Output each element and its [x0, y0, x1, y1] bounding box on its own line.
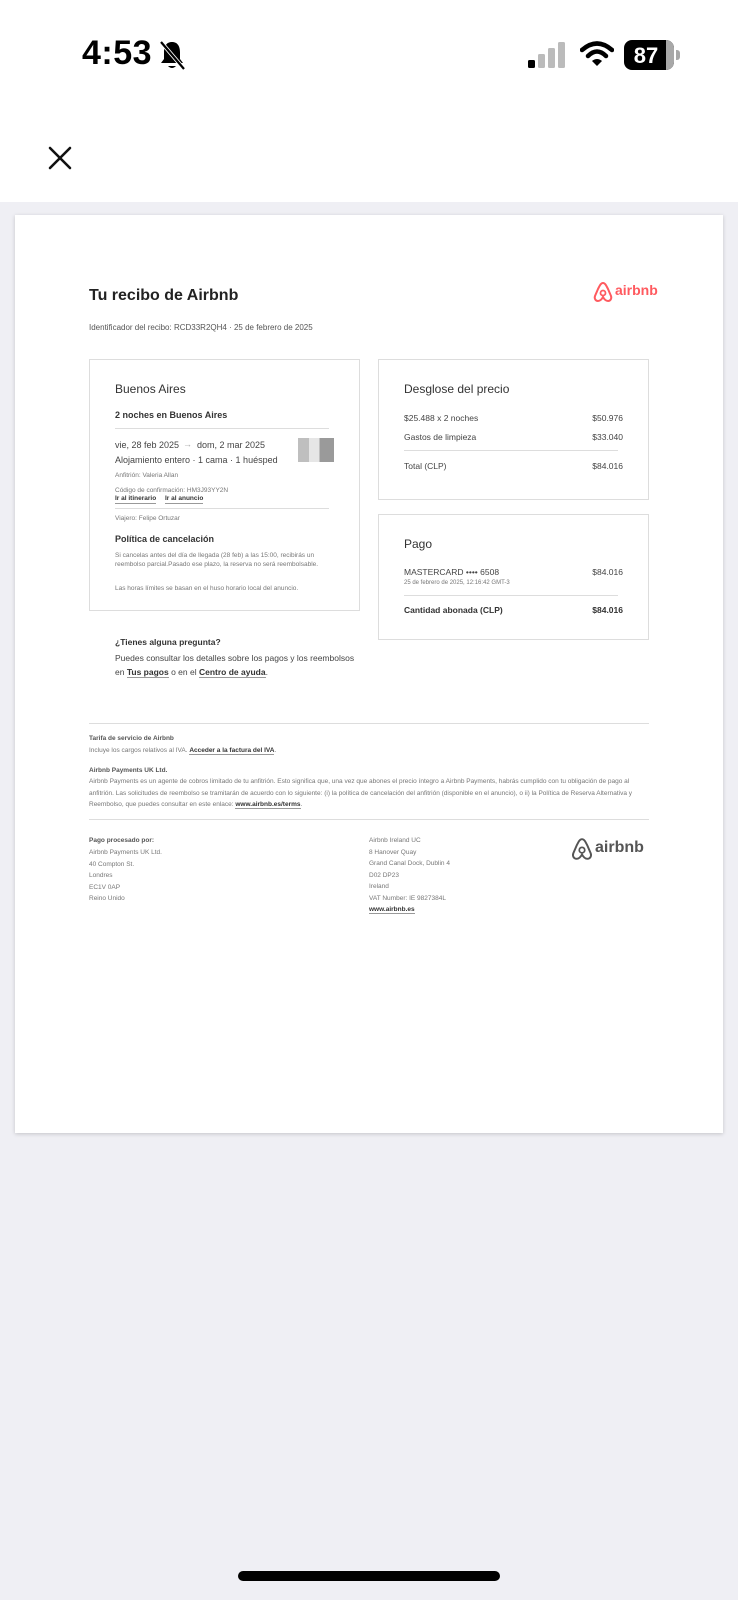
cancellation-text: Si cancelas antes del día de llegada (28 feb) a las 15:00, recibirás un reembolso parcial.Pasado ese plazo, la reserva no será reembolsable.: [115, 552, 319, 568]
payment-paid-label: Cantidad abonada (CLP): [404, 605, 503, 615]
airbnb-logo: [593, 281, 659, 303]
receipt-page: [15, 215, 723, 1133]
listing-link[interactable]: Ir al anuncio: [165, 495, 204, 502]
status-bar: [0, 0, 738, 110]
trip-host: Anfitrión: Valeria Allan: [115, 472, 179, 479]
receipt-id: Identificador del recibo: RCD33R2QH4 · 25 de febrero de 2025: [89, 323, 313, 332]
vat-invoice-link[interactable]: Acceder a la factura del IVA: [189, 747, 275, 754]
footer-airbnb-logo: [571, 837, 643, 863]
airbnb-logo-icon: [593, 281, 613, 303]
payment-paid-value: $84.016: [592, 605, 623, 615]
airbnb-logo-text: airbnb: [615, 282, 658, 298]
price-total-label: Total (CLP): [404, 461, 447, 471]
battery-icon: [624, 40, 680, 70]
close-icon[interactable]: [40, 138, 80, 178]
payment-method-value: $84.016: [592, 567, 623, 577]
processed-by-address: Airbnb Payments UK Ltd. 40 Compton St. Londres EC1V 0AP Reino Unido: [89, 849, 162, 902]
payments-company-title: Airbnb Payments UK Ltd.: [89, 767, 168, 774]
wifi-icon: [580, 40, 614, 68]
cellular-signal-icon: [528, 42, 568, 68]
payment-title: Pago: [404, 537, 433, 551]
price-row-value: $50.976: [592, 413, 623, 423]
terms-link[interactable]: www.airbnb.es/terms: [235, 801, 301, 808]
viewer-header: [0, 110, 738, 202]
listing-thumbnail[interactable]: [298, 438, 334, 462]
help-center-link[interactable]: Centro de ayuda: [198, 667, 266, 677]
service-fee-title: Tarifa de servicio de Airbnb: [89, 735, 174, 742]
bell-muted-icon: [157, 38, 187, 72]
help-title: ¿Tienes alguna pregunta?: [115, 637, 221, 647]
price-row-label: $25.488 x 2 noches: [404, 413, 479, 423]
receipt-title: Tu recibo de Airbnb: [89, 287, 239, 304]
trip-city: Buenos Aires: [115, 382, 186, 396]
trip-confirmation: Código de confirmación: HM3J93YY2N: [115, 487, 229, 494]
trip-checkin: vie, 28 feb 2025: [115, 440, 180, 450]
trip-nights: 2 noches en Buenos Aires: [115, 410, 228, 420]
cancellation-title: Política de cancelación: [115, 534, 215, 544]
trip-card: [89, 359, 360, 611]
help-section: [115, 637, 355, 679]
time-note: Las horas límites se basan en el huso horario local del anuncio.: [115, 585, 299, 592]
service-fee-text: Incluye los cargos relativos al IVA. Acceder a la factura del IVA.: [89, 747, 277, 754]
payment-card: [378, 514, 649, 640]
status-time: 4:53: [82, 34, 153, 72]
your-payments-link[interactable]: Tus pagos: [126, 667, 169, 677]
payment-method: MASTERCARD •••• 6508: [404, 567, 500, 577]
trip-traveler: Viajero: Felipe Ortuzar: [115, 515, 180, 522]
ireland-address: Airbnb Ireland UC 8 Hanover Quay Grand Canal Dock, Dublin 4 D02 DP23 Ireland VAT Number: IE 9827384L www.airbnb.es: [369, 837, 450, 913]
footer-divider: [89, 723, 649, 724]
payments-company-text: Airbnb Payments es un agente de cobros limitado de tu anfitrión. Esto significa que, una vez que abones el precio íntegro a Airbnb Payments, habrás cumplido con tu obligación de pago al anfitrión. Las solicitudes de reembolso se tramitarán de acuerdo con lo siguiente: (i) la política de cancelación del anfitrión (disponible en el anuncio), o ii) la Política de Reserva Alternativa y Reembolso, que puedes consultar en este enlace: www.airbnb.es/terms.: [89, 778, 633, 808]
price-row-value: $33.040: [592, 432, 623, 442]
itinerary-link[interactable]: Ir al itinerario: [115, 495, 157, 502]
footer-airbnb-logo-text: airbnb: [595, 839, 644, 856]
payment-date: 25 de febrero de 2025, 12:16:42 GMT-3: [404, 580, 510, 586]
trip-accommodation: Alojamiento entero · 1 cama · 1 huésped: [115, 455, 278, 465]
price-breakdown-card: [378, 359, 649, 500]
processed-by-title: Pago procesado por:: [89, 837, 155, 844]
trip-checkout: dom, 2 mar 2025: [197, 440, 266, 450]
price-total-value: $84.016: [592, 461, 623, 471]
battery-level: 87: [633, 43, 659, 68]
footer-divider: [89, 819, 649, 820]
help-text: Puedes consultar los detalles sobre los pagos y los reembolsos en Tus pagos o en el Centro de ayuda.: [115, 653, 355, 677]
airbnb-logo-icon: [571, 837, 593, 861]
arrow-right-icon: →: [183, 439, 192, 449]
price-breakdown-title: Desglose del precio: [404, 382, 510, 396]
airbnb-site-link[interactable]: www.airbnb.es: [369, 906, 415, 913]
price-row-label: Gastos de limpieza: [404, 432, 477, 442]
home-indicator[interactable]: [238, 1571, 500, 1581]
